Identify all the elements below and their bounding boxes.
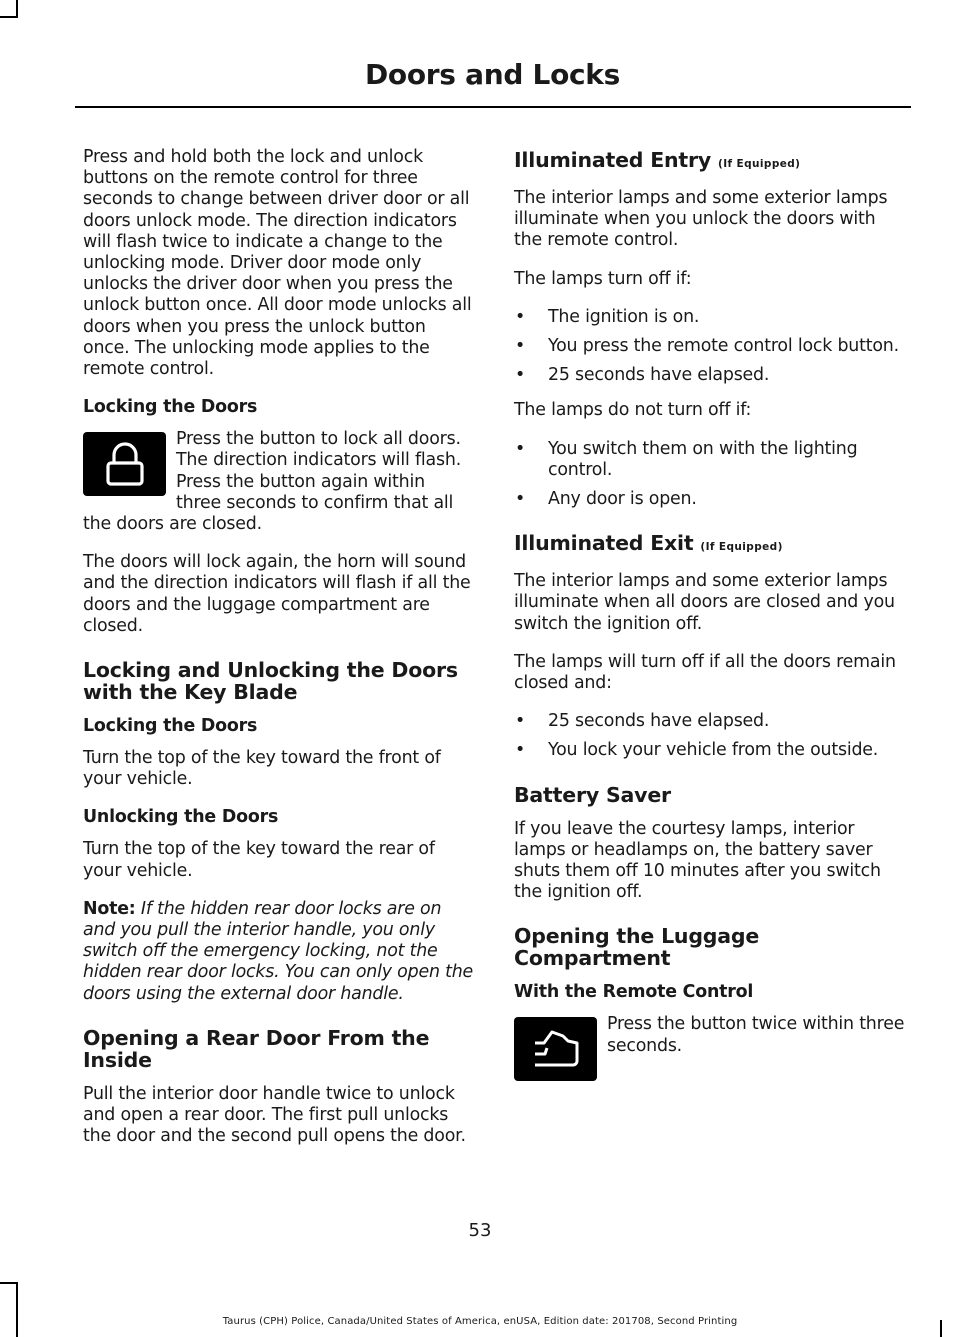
remote-heading: With the Remote Control [514, 982, 754, 1003]
entry-heading-text: Illuminated Entry [514, 148, 712, 172]
bullet: • [515, 438, 526, 459]
entry-paragraph: The interior lamps and some exterior lamps illuminate when you unlock the doors with the remote control. [514, 188, 888, 251]
note-text: If the hidden rear door locks are on and you pull the interior handle, you only switch off the emergency locking, not the hidden rear door locks. You can only open the doors using the external door handle. [83, 898, 474, 1004]
locking-paragraph-2: The doors will lock again, the horn will sound and the direction indicators will flash if all the doors and the luggage compartment are closed. [83, 552, 471, 636]
entry-not-off-list [514, 439, 906, 511]
crop-mark-bottom-left [16, 1282, 18, 1337]
exit-heading-suffix: (If Equipped) [700, 541, 783, 554]
trunk-open-icon [514, 1017, 597, 1081]
bullet: • [515, 489, 526, 510]
list-item: • The ignition is on. [515, 306, 700, 327]
locking-heading: Locking the Doors [83, 397, 258, 418]
locking-paragraph: Press the button to lock all doors. The direction indicators will flash. Press the button again within three seconds to confirm that all the doors are closed. [83, 429, 462, 535]
kb-unlocking-paragraph: Turn the top of the key toward the rear of your vehicle. [83, 839, 435, 881]
note-label: Note: [83, 898, 136, 919]
entry-not-off-if: The lamps do not turn off if: [514, 400, 752, 421]
list-item: • You switch them on with the lighting control. [515, 438, 858, 480]
rear-door-paragraph: Pull the interior door handle twice to unlock and open a rear door. The first pull unlocks the door and the second pull opens the door. [83, 1083, 466, 1147]
list-item: • 25 seconds have elapsed. [515, 365, 770, 386]
battery-paragraph: If you leave the courtesy lamps, interior lamps or headlamps on, the battery saver shuts them off 10 minutes after you switch the ignition off. [514, 818, 881, 903]
remote-section [514, 1014, 906, 1056]
keyblade-heading: Locking and Unlocking the Doors with the Key Blade [83, 658, 458, 705]
exit-off-paragraph: The lamps will turn off if all the doors remain closed and: [514, 651, 896, 694]
padlock-icon [83, 432, 166, 496]
header-rule [75, 106, 911, 108]
page-title: Doors and Locks [364, 58, 620, 91]
entry-off-list [514, 307, 906, 387]
crop-mark-bottom-left-h [0, 1282, 18, 1284]
left-column [83, 147, 475, 1165]
list-item: • Any door is open. [515, 489, 697, 510]
exit-heading-text: Illuminated Exit [514, 531, 694, 556]
bullet: • [515, 740, 526, 761]
right-column [514, 147, 906, 1085]
bullet: • [515, 711, 526, 732]
bullet: • [515, 336, 526, 357]
page-number: 53 [468, 1220, 492, 1241]
note-paragraph [83, 899, 475, 1005]
luggage-heading: Opening the Luggage Compartment [514, 924, 760, 971]
exit-list [514, 711, 906, 761]
entry-heading-suffix: (If Equipped) [718, 158, 801, 170]
bullet: • [515, 306, 526, 327]
remote-paragraph: Press the button twice within three seconds. [607, 1014, 905, 1056]
exit-heading [514, 532, 906, 558]
entry-heading [514, 149, 906, 175]
bullet: • [515, 365, 526, 386]
kb-locking-paragraph: Turn the top of the key toward the front of your vehicle. [83, 748, 441, 790]
rear-door-heading: Opening a Rear Door From the Inside [83, 1025, 430, 1072]
locking-section [83, 429, 475, 535]
intro-paragraph: Press and hold both the lock and unlock buttons on the remote control for three seconds to change between driver door or all doors unlock mode. The direction indicators will flash twice to indicate a change to the unlocking mode. Driver door mode only unlocks the driver door when you press the unlock button once. All door mode unlocks all doors when you press the unlock button once. The unlocking mode applies to the remote control. [83, 147, 472, 380]
footer: Taurus (CPH) Police, Canada/United States of America, enUSA, Edition date: 201708, Second Printing [222, 1316, 738, 1327]
list-item: • You press the remote control lock button. [515, 336, 899, 357]
list-item: • You lock your vehicle from the outside. [515, 740, 879, 761]
kb-locking-heading: Locking the Doors [83, 716, 258, 737]
kb-unlocking-heading: Unlocking the Doors [83, 807, 279, 828]
list-item: • 25 seconds have elapsed. [515, 711, 770, 732]
entry-off-if: The lamps turn off if: [514, 268, 692, 289]
exit-paragraph: The interior lamps and some exterior lamps illuminate when all doors are closed and you switch the ignition off. [514, 571, 895, 634]
battery-heading: Battery Saver [514, 782, 671, 807]
crop-mark-top-left-h [0, 16, 18, 18]
